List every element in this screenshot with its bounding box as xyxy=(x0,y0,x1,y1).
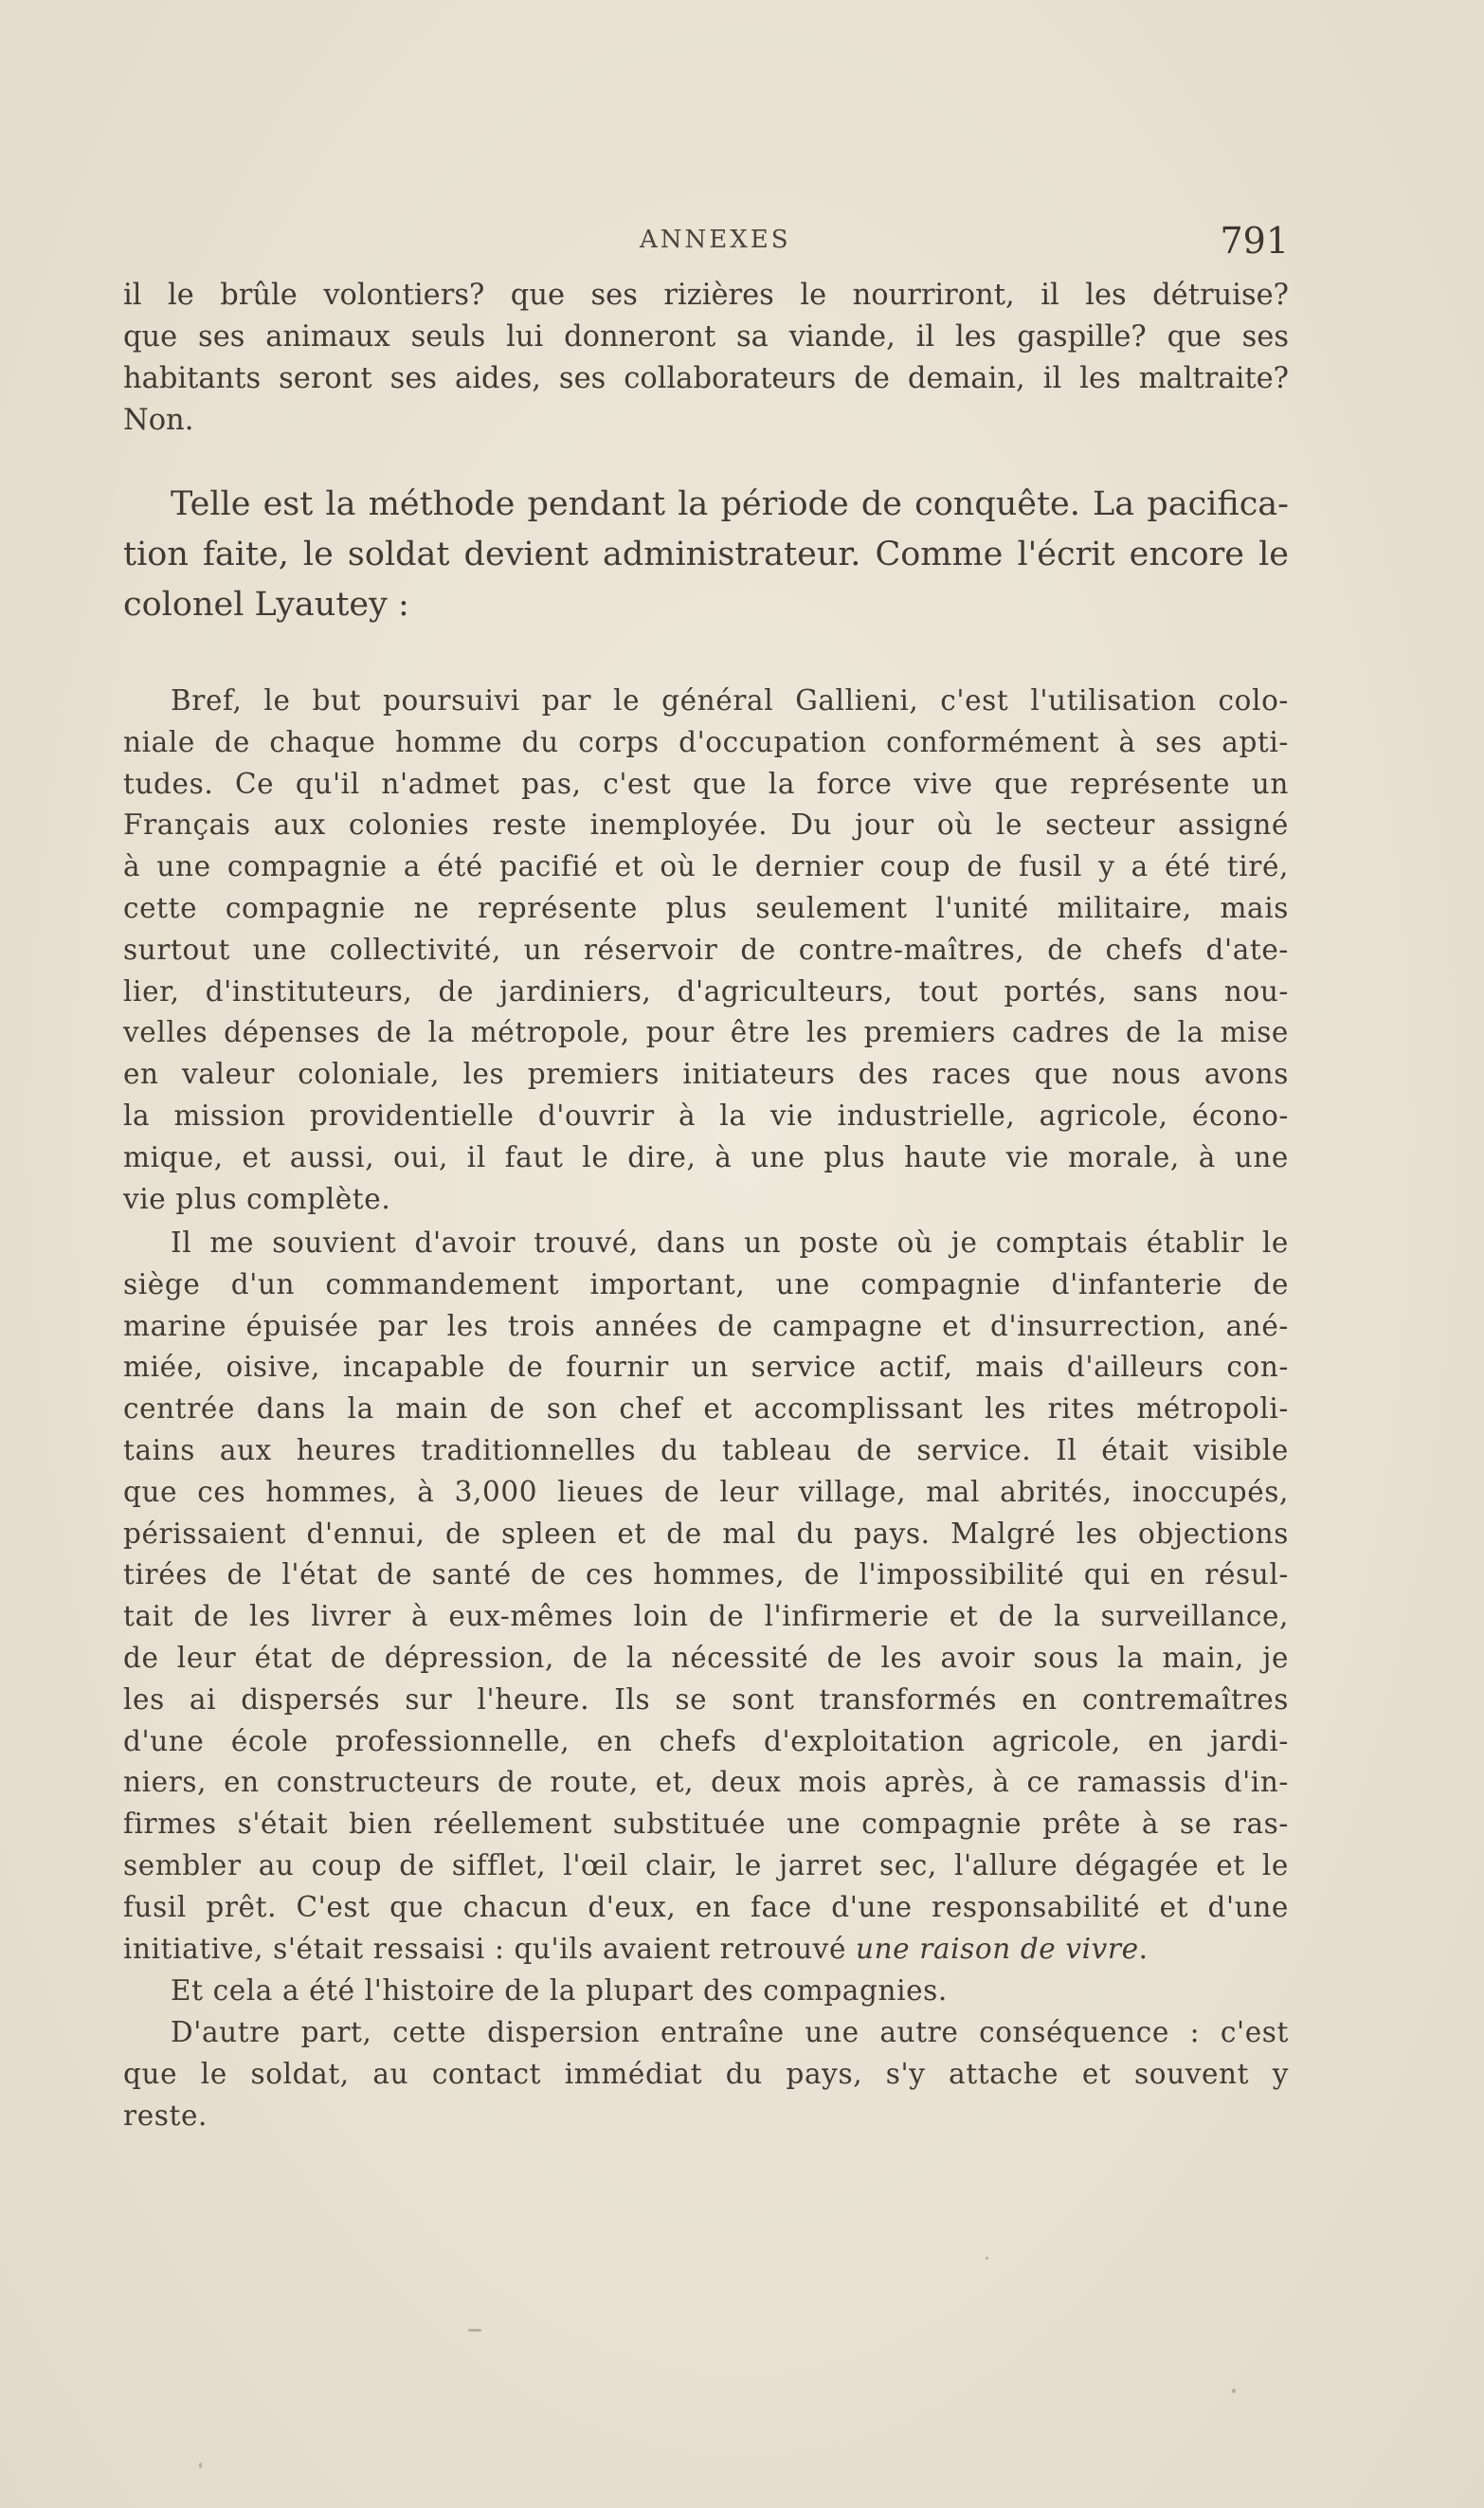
text-line: mique, et aussi, oui, il faut le dire, à une plus haute vie morale, à une xyxy=(123,1140,1289,1173)
paragraph-conquest-method xyxy=(123,480,1289,630)
text-line: la mission providentielle d'ouvrir à la vie industrielle, agricole, écono- xyxy=(123,1099,1289,1132)
text-line: habitants seront ses aides, ses collaborateurs de demain, il les maltraite? xyxy=(123,362,1289,395)
paper-speck xyxy=(986,2257,988,2260)
quote-paragraph-consequence xyxy=(123,2012,1289,2136)
paragraph-rhetorical-questions xyxy=(123,275,1289,442)
text-run: . xyxy=(1138,1932,1149,1965)
running-head: ANNEXES xyxy=(640,226,791,254)
paper-speck xyxy=(199,2463,202,2468)
text-line: fusil prêt. C'est que chacun d'eux, en face d'une responsabilité et d'une xyxy=(123,1890,1289,1923)
text-line: cette compagnie ne représente plus seulement l'unité militaire, mais xyxy=(123,891,1289,924)
paper-speck xyxy=(468,2329,481,2332)
text-line: D'autre part, cette dispersion entraîne une autre conséquence : c'est xyxy=(171,2016,1289,2048)
text-line: d'une école professionnelle, en chefs d'exploitation agricole, en jardi- xyxy=(123,1724,1289,1757)
text-line: Et cela a été l'histoire de la plupart des compagnies. xyxy=(171,1974,948,2007)
text-line: périssaient d'ennui, de spleen et de mal du pays. Malgré les objections xyxy=(123,1517,1289,1550)
text-line: Français aux colonies reste inemployée. Du jour où le secteur assigné xyxy=(123,809,1289,842)
text-line: tait de les livrer à eux-mêmes loin de l'infirmerie et de la surveillance, xyxy=(123,1600,1289,1633)
text-line: vie plus complète. xyxy=(123,1182,391,1215)
text-line: tudes. Ce qu'il n'admet pas, c'est que la force vive que représente un xyxy=(123,767,1289,800)
text-line: sembler au coup de sifflet, l'œil clair, le jarret sec, l'allure dégagée et le xyxy=(123,1848,1289,1881)
quote-paragraph-gallieni xyxy=(123,681,1289,1220)
text-line: que ces hommes, à 3,000 lieues de leur village, mal abrités, inoccupés, xyxy=(123,1475,1289,1508)
text-line: les ai dispersés sur l'heure. Ils se sont transformés en contremaîtres xyxy=(123,1682,1289,1716)
paper-speck xyxy=(1232,2389,1236,2393)
text-line: firmes s'était bien réellement substituée une compagnie prête à se ras- xyxy=(123,1808,1289,1841)
text-line: que ses animaux seuls lui donneront sa viande, il les gaspille? que ses xyxy=(123,320,1289,354)
text-line: lier, d'instituteurs, de jardiniers, d'agriculteurs, tout portés, sans nou- xyxy=(123,974,1289,1008)
text-line: reste. xyxy=(123,2099,208,2132)
text-line: marine épuisée par les trois années de campagne et d'insurrection, ané- xyxy=(123,1309,1289,1342)
text-line: Non. xyxy=(123,404,194,437)
text-line: velles dépenses de la métropole, pour être les premiers cadres de la mise xyxy=(123,1016,1289,1049)
text-line: à une compagnie a été pacifié et où le dernier coup de fusil y a été tiré, xyxy=(123,850,1289,883)
text-line: niale de chaque homme du corps d'occupation conformément à ses apti- xyxy=(123,725,1289,758)
text-line: tains aux heures traditionnelles du tableau de service. Il était visible xyxy=(123,1433,1289,1466)
text-line: en valeur coloniale, les premiers initiateurs des races que nous avons xyxy=(123,1058,1289,1091)
text-line xyxy=(123,1929,1289,1971)
text-line: colonel Lyautey : xyxy=(123,586,409,624)
text-line: Bref, le but poursuivi par le général Gallieni, c'est l'utilisation colo- xyxy=(171,684,1289,717)
text-line: tirées de l'état de santé de ces hommes, de l'impossibilité qui en résul- xyxy=(123,1558,1289,1591)
text-run: initiative, s'était ressaisi : qu'ils avaient retrouvé xyxy=(123,1932,856,1965)
page-number: 791 xyxy=(1220,220,1289,262)
text-line: de leur état de dépression, de la nécessité de les avoir sous la main, je xyxy=(123,1641,1289,1674)
quote-paragraph-dispersed-company xyxy=(123,1223,1289,1970)
text-line: surtout une collectivité, un réservoir de contre-maîtres, de chefs d'ate- xyxy=(123,933,1289,966)
text-line: miée, oisive, incapable de fournir un service actif, mais d'ailleurs con- xyxy=(123,1351,1289,1384)
text-line: Telle est la méthode pendant la période de conquête. La pacifica- xyxy=(171,485,1289,523)
text-line: tion faite, le soldat devient administrateur. Comme l'écrit encore le xyxy=(123,536,1289,573)
text-line: niers, en constructeurs de route, et, deux mois après, à ce ramassis d'in- xyxy=(123,1766,1289,1799)
text-line: centrée dans la main de son chef et accomplissant les rites métropoli- xyxy=(123,1392,1289,1426)
text-line: il le brûle volontiers? que ses rizières le nourriront, il les détruise? xyxy=(123,279,1289,312)
italic-phrase: une raison de vivre xyxy=(855,1932,1139,1965)
text-line: que le soldat, au contact immédiat du pays, s'y attache et souvent y xyxy=(123,2057,1289,2090)
text-line: Il me souvient d'avoir trouvé, dans un poste où je comptais établir le xyxy=(171,1227,1289,1259)
page-header xyxy=(123,220,1289,267)
quote-paragraph-history xyxy=(123,1971,1289,2012)
text-line: siège d'un commandement important, une compagnie d'infanterie de xyxy=(123,1267,1289,1300)
